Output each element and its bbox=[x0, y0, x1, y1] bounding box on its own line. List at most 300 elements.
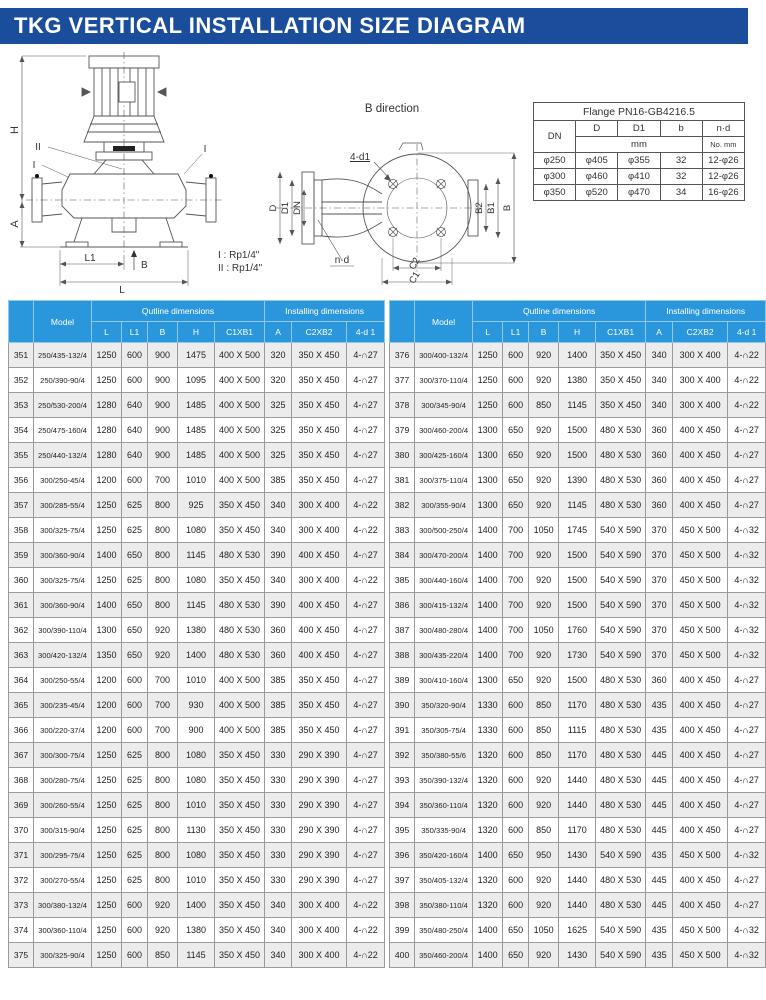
cell: 388 bbox=[390, 643, 415, 668]
cell: 385 bbox=[265, 693, 292, 718]
table-row bbox=[390, 918, 766, 943]
cell: 450 X 500 bbox=[673, 918, 728, 943]
cell: 350 X 450 bbox=[292, 693, 347, 718]
cell: 390 bbox=[390, 693, 415, 718]
cell: 4-∩22 bbox=[347, 943, 385, 968]
cell: 330 bbox=[265, 868, 292, 893]
cell: 400 X 450 bbox=[673, 443, 728, 468]
cell: 4-∩27 bbox=[347, 793, 385, 818]
cell: 390 bbox=[265, 593, 292, 618]
cell: 300/360-90/4 bbox=[34, 543, 92, 568]
cell: 350/305-75/4 bbox=[415, 718, 473, 743]
cell: 399 bbox=[390, 918, 415, 943]
cell: 356 bbox=[9, 468, 34, 493]
cell: 4-∩27 bbox=[728, 793, 766, 818]
cell: 400 X 450 bbox=[673, 418, 728, 443]
cell: 4-∩22 bbox=[347, 568, 385, 593]
cell: 366 bbox=[9, 718, 34, 743]
cell: 700 bbox=[503, 643, 529, 668]
cell: 700 bbox=[503, 593, 529, 618]
cell: 4-∩27 bbox=[347, 643, 385, 668]
table-row bbox=[390, 393, 766, 418]
flange-col-d1: D1 bbox=[618, 121, 660, 137]
cell: 700 bbox=[148, 718, 178, 743]
cell: 1320 bbox=[473, 793, 503, 818]
col-header-b: B bbox=[148, 322, 178, 343]
col-header-index bbox=[9, 301, 34, 343]
cell: 360 bbox=[646, 468, 673, 493]
cell: 625 bbox=[122, 818, 148, 843]
cell: 290 X 390 bbox=[292, 768, 347, 793]
cell: 4-∩27 bbox=[728, 668, 766, 693]
cell: 400 X 450 bbox=[673, 668, 728, 693]
cell: 800 bbox=[148, 818, 178, 843]
cell: 400 X 450 bbox=[673, 868, 728, 893]
cell: 340 bbox=[265, 918, 292, 943]
dim-label-c2: C2 bbox=[407, 255, 423, 272]
cell: 400 X 450 bbox=[673, 468, 728, 493]
cell: 1145 bbox=[559, 493, 596, 518]
table-row bbox=[390, 793, 766, 818]
cell: 378 bbox=[390, 393, 415, 418]
cell: 4-∩27 bbox=[347, 768, 385, 793]
cell: 600 bbox=[122, 368, 148, 393]
cell: 350 X 450 bbox=[215, 793, 265, 818]
cell: 300/400-132/4 bbox=[415, 343, 473, 368]
cell: 600 bbox=[122, 693, 148, 718]
cell: 4-∩27 bbox=[347, 718, 385, 743]
col-header-model: Model bbox=[34, 301, 92, 343]
table-row bbox=[9, 918, 385, 943]
cell: 1320 bbox=[473, 768, 503, 793]
cell: 450 X 500 bbox=[673, 593, 728, 618]
cell: 1145 bbox=[178, 593, 215, 618]
table-row bbox=[9, 443, 385, 468]
cell: 1050 bbox=[529, 618, 559, 643]
table-row bbox=[9, 568, 385, 593]
table-row bbox=[390, 768, 766, 793]
cell: 1145 bbox=[559, 393, 596, 418]
cell: 250/435-132/4 bbox=[34, 343, 92, 368]
cell: 350 X 450 bbox=[292, 718, 347, 743]
cell: 1380 bbox=[559, 368, 596, 393]
cell: 400 X 450 bbox=[292, 618, 347, 643]
cell: 1440 bbox=[559, 793, 596, 818]
cell: 1320 bbox=[473, 868, 503, 893]
dim-label-b: B bbox=[141, 260, 148, 271]
cell: 450 X 500 bbox=[673, 843, 728, 868]
cell: 700 bbox=[503, 543, 529, 568]
cell: 900 bbox=[148, 343, 178, 368]
cell: 300/325-75/4 bbox=[34, 518, 92, 543]
cell: 300/425-160/4 bbox=[415, 443, 473, 468]
cell: 330 bbox=[265, 743, 292, 768]
cell: 4-∩22 bbox=[728, 368, 766, 393]
cell: 540 X 590 bbox=[596, 618, 646, 643]
cell: 1485 bbox=[178, 443, 215, 468]
cell: 370 bbox=[646, 543, 673, 568]
cell: 300/420-132/4 bbox=[34, 643, 92, 668]
cell: 300/315-90/4 bbox=[34, 818, 92, 843]
cell: 400 X 500 bbox=[215, 693, 265, 718]
cell: 290 X 390 bbox=[292, 843, 347, 868]
cell: 600 bbox=[122, 668, 148, 693]
cell: 1400 bbox=[178, 893, 215, 918]
cell: 4-∩22 bbox=[347, 518, 385, 543]
cell: 1500 bbox=[559, 418, 596, 443]
cell: 355 bbox=[9, 443, 34, 468]
table-row bbox=[390, 668, 766, 693]
table-row bbox=[9, 518, 385, 543]
cell: 372 bbox=[9, 868, 34, 893]
cell: 385 bbox=[265, 468, 292, 493]
cell: 920 bbox=[529, 793, 559, 818]
cell: φ350 bbox=[534, 185, 576, 201]
cell: 395 bbox=[390, 818, 415, 843]
col-group-outline: Qutline dimensions bbox=[473, 301, 646, 322]
cell: 800 bbox=[148, 793, 178, 818]
cell: 4-∩27 bbox=[347, 868, 385, 893]
cell: 1200 bbox=[92, 468, 122, 493]
cell: 1300 bbox=[473, 668, 503, 693]
cell: 1250 bbox=[473, 393, 503, 418]
cell: 800 bbox=[148, 568, 178, 593]
cell: 368 bbox=[9, 768, 34, 793]
cell: 435 bbox=[646, 693, 673, 718]
cell: 600 bbox=[503, 743, 529, 768]
cell: 4-∩27 bbox=[728, 443, 766, 468]
spec-table-left bbox=[8, 300, 385, 968]
cell: 1250 bbox=[92, 893, 122, 918]
cell: 330 bbox=[265, 768, 292, 793]
cell: 32 bbox=[660, 153, 702, 169]
dim-label-h: H bbox=[9, 126, 21, 134]
cell: 1170 bbox=[559, 818, 596, 843]
cell: 4-∩27 bbox=[728, 693, 766, 718]
cell: 450 X 500 bbox=[673, 543, 728, 568]
cell: 1200 bbox=[92, 718, 122, 743]
cell: 4-∩27 bbox=[347, 818, 385, 843]
cell: 340 bbox=[646, 343, 673, 368]
cell: 650 bbox=[503, 443, 529, 468]
cell: 400 X 450 bbox=[673, 493, 728, 518]
cell: φ470 bbox=[618, 185, 660, 201]
cell: 1250 bbox=[92, 843, 122, 868]
cell: 800 bbox=[148, 518, 178, 543]
table-row bbox=[9, 718, 385, 743]
col-header-model: Model bbox=[415, 301, 473, 343]
cell: 4-∩22 bbox=[347, 493, 385, 518]
cell: 435 bbox=[646, 918, 673, 943]
cell: 700 bbox=[503, 568, 529, 593]
cell: 650 bbox=[503, 943, 529, 968]
cell: 1200 bbox=[92, 693, 122, 718]
table-row bbox=[390, 343, 766, 368]
cell: 400 X 450 bbox=[673, 768, 728, 793]
cell: 300/295-75/4 bbox=[34, 843, 92, 868]
table-row bbox=[390, 943, 766, 968]
dim-label-l: L bbox=[119, 285, 125, 296]
cell: 300 X 400 bbox=[673, 368, 728, 393]
cell: φ410 bbox=[618, 169, 660, 185]
cell: 480 X 530 bbox=[596, 668, 646, 693]
cell: 1010 bbox=[178, 793, 215, 818]
cell: 394 bbox=[390, 793, 415, 818]
cell: 330 bbox=[265, 818, 292, 843]
cell: 4-∩27 bbox=[728, 493, 766, 518]
cell: 625 bbox=[122, 768, 148, 793]
cell: 350/480-250/4 bbox=[415, 918, 473, 943]
table-row bbox=[390, 418, 766, 443]
cell: 320 bbox=[265, 368, 292, 393]
cell: 4-∩27 bbox=[728, 893, 766, 918]
cell: 1250 bbox=[92, 768, 122, 793]
flange-col-b: b bbox=[660, 121, 702, 137]
cell: 800 bbox=[148, 843, 178, 868]
cell: 377 bbox=[390, 368, 415, 393]
cell: 1145 bbox=[178, 543, 215, 568]
cell: 300 X 400 bbox=[292, 568, 347, 593]
cell: 340 bbox=[265, 568, 292, 593]
cell: 370 bbox=[646, 643, 673, 668]
dim-label-a: A bbox=[9, 220, 21, 228]
cell: φ355 bbox=[618, 153, 660, 169]
cell: 4-∩32 bbox=[728, 618, 766, 643]
cell: 480 X 530 bbox=[215, 543, 265, 568]
cell: 1390 bbox=[559, 468, 596, 493]
cell: 391 bbox=[390, 718, 415, 743]
cell: 1050 bbox=[529, 518, 559, 543]
cell: 1170 bbox=[559, 743, 596, 768]
cell: 350/335-90/4 bbox=[415, 818, 473, 843]
cell: 1400 bbox=[473, 918, 503, 943]
cell: 330 bbox=[265, 793, 292, 818]
cell: 350 X 450 bbox=[596, 343, 646, 368]
cell: 1050 bbox=[529, 918, 559, 943]
cell: 1300 bbox=[473, 493, 503, 518]
cell: 445 bbox=[646, 793, 673, 818]
cell: 300/250-55/4 bbox=[34, 668, 92, 693]
cell: 4-∩27 bbox=[347, 618, 385, 643]
cell: 540 X 590 bbox=[596, 568, 646, 593]
cell: 340 bbox=[265, 943, 292, 968]
cell: 400 X 450 bbox=[292, 643, 347, 668]
table-row bbox=[9, 893, 385, 918]
cell: 1250 bbox=[92, 818, 122, 843]
port-thread-notes bbox=[218, 249, 262, 275]
table-row bbox=[9, 593, 385, 618]
cell: 600 bbox=[122, 468, 148, 493]
cell: 367 bbox=[9, 743, 34, 768]
cell: 400 X 500 bbox=[215, 443, 265, 468]
col-header-b: B bbox=[529, 322, 559, 343]
cell: 920 bbox=[529, 543, 559, 568]
col-group-installing: Installing dimensions bbox=[265, 301, 385, 322]
cell: 920 bbox=[529, 893, 559, 918]
cell: 480 X 530 bbox=[215, 618, 265, 643]
table-row bbox=[390, 368, 766, 393]
cell: 920 bbox=[529, 668, 559, 693]
cell: 625 bbox=[122, 568, 148, 593]
diagram-zone bbox=[0, 46, 748, 298]
cell: 350 X 450 bbox=[215, 818, 265, 843]
col-header-c2xb2: C2XB2 bbox=[673, 322, 728, 343]
table-row bbox=[534, 153, 745, 169]
cell: 4-∩27 bbox=[728, 818, 766, 843]
table-row bbox=[390, 643, 766, 668]
dim-label-dn: DN bbox=[292, 201, 303, 215]
cell: 1145 bbox=[178, 943, 215, 968]
table-row bbox=[9, 793, 385, 818]
cell: 4-∩27 bbox=[728, 868, 766, 893]
cell: 4-∩27 bbox=[347, 693, 385, 718]
cell: 650 bbox=[503, 418, 529, 443]
flange-table-title: Flange PN16-GB4216.5 bbox=[534, 103, 745, 121]
cell: 350 X 450 bbox=[292, 443, 347, 468]
cell: 12-φ26 bbox=[702, 153, 744, 169]
cell: 600 bbox=[503, 693, 529, 718]
cell: 4-∩27 bbox=[347, 418, 385, 443]
cell: 1010 bbox=[178, 868, 215, 893]
cell: 600 bbox=[503, 818, 529, 843]
cell: 1730 bbox=[559, 643, 596, 668]
cell: 1250 bbox=[92, 943, 122, 968]
cell: 4-∩27 bbox=[728, 468, 766, 493]
cell: 435 bbox=[646, 843, 673, 868]
cell: 400 X 450 bbox=[292, 593, 347, 618]
cell: 450 X 500 bbox=[673, 518, 728, 543]
cell: 300/370-110/4 bbox=[415, 368, 473, 393]
cell: 1400 bbox=[473, 593, 503, 618]
cell: 1280 bbox=[92, 393, 122, 418]
cell: 700 bbox=[503, 518, 529, 543]
cell: 16-φ26 bbox=[702, 185, 744, 201]
cell: 920 bbox=[529, 943, 559, 968]
label-nd: n·d bbox=[334, 255, 350, 266]
cell: 364 bbox=[9, 668, 34, 693]
cell: 1320 bbox=[473, 743, 503, 768]
flange-col-d: D bbox=[576, 121, 618, 137]
cell: 920 bbox=[148, 893, 178, 918]
cell: 950 bbox=[529, 843, 559, 868]
cell: 396 bbox=[390, 843, 415, 868]
cell: 400 X 500 bbox=[215, 393, 265, 418]
cell: 300/325-75/4 bbox=[34, 568, 92, 593]
cell: 600 bbox=[122, 918, 148, 943]
cell: 350 X 450 bbox=[292, 418, 347, 443]
cell: 1250 bbox=[92, 868, 122, 893]
cell: 600 bbox=[122, 343, 148, 368]
cell: 1250 bbox=[473, 368, 503, 393]
cell: 4-∩27 bbox=[347, 368, 385, 393]
cell: 300/250-45/4 bbox=[34, 468, 92, 493]
cell: 340 bbox=[265, 893, 292, 918]
cell: 480 X 530 bbox=[596, 443, 646, 468]
cell: 4-∩32 bbox=[728, 918, 766, 943]
cell: 350 X 450 bbox=[215, 768, 265, 793]
cell: 400 X 500 bbox=[215, 668, 265, 693]
cell: 1080 bbox=[178, 518, 215, 543]
cell: 350/460-200/4 bbox=[415, 943, 473, 968]
cell: 600 bbox=[503, 368, 529, 393]
cell: 300 X 400 bbox=[292, 893, 347, 918]
cell: 1250 bbox=[92, 743, 122, 768]
cell: 374 bbox=[9, 918, 34, 943]
cell: 1250 bbox=[92, 518, 122, 543]
cell: 373 bbox=[9, 893, 34, 918]
col-header-c1xb1: C1XB1 bbox=[596, 322, 646, 343]
cell: 300 X 400 bbox=[292, 918, 347, 943]
cell: 1500 bbox=[559, 443, 596, 468]
cell: 354 bbox=[9, 418, 34, 443]
cell: 1080 bbox=[178, 568, 215, 593]
cell: φ405 bbox=[576, 153, 618, 169]
cell: 370 bbox=[9, 818, 34, 843]
cell: 300/410-160/4 bbox=[415, 668, 473, 693]
cell: 300/480-280/4 bbox=[415, 618, 473, 643]
col-header-4d1: 4-d 1 bbox=[728, 322, 766, 343]
table-row bbox=[390, 518, 766, 543]
table-row bbox=[9, 818, 385, 843]
table-row bbox=[390, 893, 766, 918]
cell: 1080 bbox=[178, 843, 215, 868]
cell: 386 bbox=[390, 593, 415, 618]
cell: 4-∩27 bbox=[347, 743, 385, 768]
cell: 920 bbox=[529, 468, 559, 493]
cell: 360 bbox=[265, 643, 292, 668]
cell: 445 bbox=[646, 768, 673, 793]
cell: 700 bbox=[503, 618, 529, 643]
table-row bbox=[9, 868, 385, 893]
cell: 363 bbox=[9, 643, 34, 668]
port-label-i-right: I bbox=[203, 144, 207, 155]
cell: 1330 bbox=[473, 718, 503, 743]
cell: 250/440-132/4 bbox=[34, 443, 92, 468]
cell: 400 bbox=[390, 943, 415, 968]
cell: 650 bbox=[503, 843, 529, 868]
cell: 445 bbox=[646, 868, 673, 893]
cell: 390 bbox=[265, 543, 292, 568]
cell: φ520 bbox=[576, 185, 618, 201]
cell: 350 X 450 bbox=[596, 393, 646, 418]
cell: 389 bbox=[390, 668, 415, 693]
cell: 480 X 530 bbox=[596, 743, 646, 768]
cell: 800 bbox=[148, 493, 178, 518]
col-header-4d1: 4-d 1 bbox=[347, 322, 385, 343]
cell: 625 bbox=[122, 493, 148, 518]
cell: 925 bbox=[178, 493, 215, 518]
cell: 300/345-90/4 bbox=[415, 393, 473, 418]
cell: 450 X 500 bbox=[673, 568, 728, 593]
cell: 650 bbox=[122, 618, 148, 643]
cell: 600 bbox=[503, 718, 529, 743]
cell: 392 bbox=[390, 743, 415, 768]
cell: 4-∩22 bbox=[728, 393, 766, 418]
cell: 4-∩27 bbox=[347, 468, 385, 493]
cell: 1080 bbox=[178, 743, 215, 768]
cell: 1400 bbox=[92, 593, 122, 618]
cell: 540 X 590 bbox=[596, 918, 646, 943]
cell: 1130 bbox=[178, 818, 215, 843]
cell: 1300 bbox=[92, 618, 122, 643]
cell: 4-∩27 bbox=[728, 718, 766, 743]
cell: 350 X 450 bbox=[215, 843, 265, 868]
cell: 600 bbox=[122, 718, 148, 743]
cell: 540 X 590 bbox=[596, 943, 646, 968]
cell: 1010 bbox=[178, 468, 215, 493]
col-header-h: H bbox=[178, 322, 215, 343]
cell: 34 bbox=[660, 185, 702, 201]
